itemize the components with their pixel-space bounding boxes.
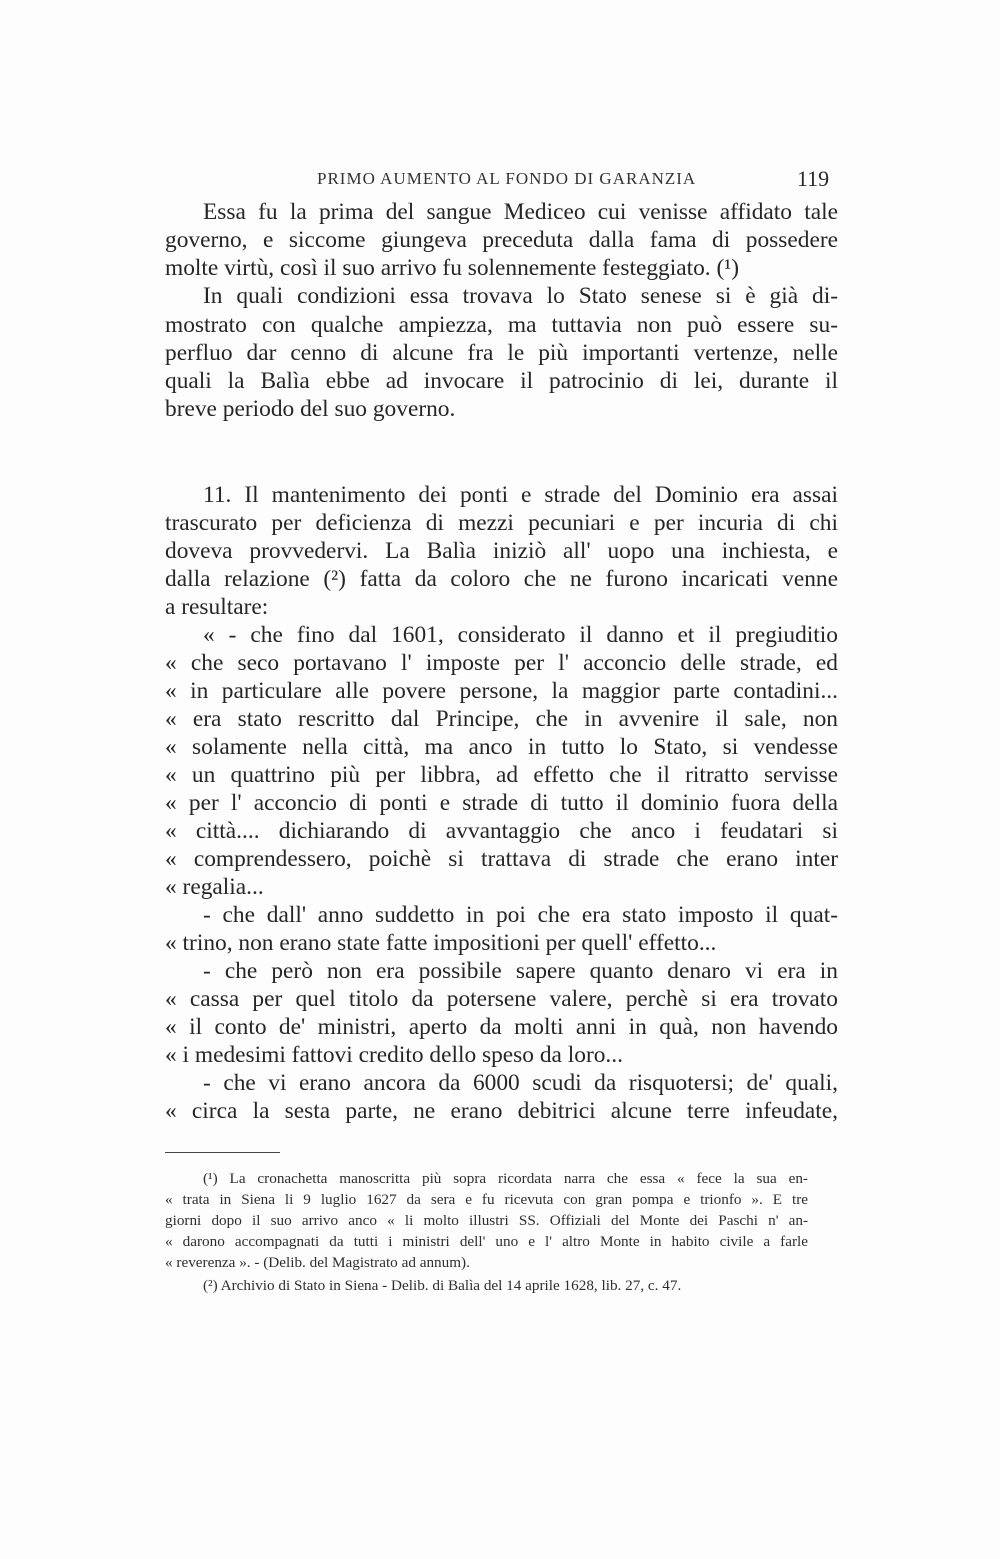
quote-line: « - che fino dal 1601, considerato il danno et il pregiuditio (203, 622, 838, 648)
quote-line: « in particulare alle povere persone, la maggior parte contadini... (165, 678, 838, 704)
quote-line: « che seco portavano l' imposte per l' acconcio delle strade, ed (165, 650, 838, 676)
quote-line: « cassa per quel titolo da potersene valere, perchè si era trovato (165, 986, 838, 1012)
quote-line: « circa la sesta parte, ne erano debitrici alcune terre infeudate, (165, 1098, 838, 1124)
body-line: perfluo dar cenno di alcune fra le più importanti vertenze, nelle (165, 340, 838, 366)
footnote-1-line: (¹) La cronachetta manoscritta più sopra ricordata narra che essa « fece la sua en- (203, 1170, 808, 1187)
body-line: trascurato per deficienza di mezzi pecuniari e per incuria di chi (165, 510, 838, 536)
body-line: breve periodo del suo governo. (165, 396, 456, 422)
quote-line: - che dall' anno suddetto in poi che era stato imposto il quat- (203, 902, 838, 928)
body-line: Essa fu la prima del sangue Mediceo cui venisse affidato tale (203, 199, 838, 225)
footnote-1-line: « reverenza ». - (Delib. del Magistrato ad annum). (165, 1254, 470, 1271)
quote-line: « era stato rescritto dal Principe, che in avvenire il sale, non (165, 706, 838, 732)
body-line: molte virtù, così il suo arrivo fu solennemente festeggiato. (¹) (165, 255, 740, 281)
body-line: In quali condizioni essa trovava lo Stato senese si è già di- (203, 283, 838, 309)
footnote-1-line: « trata in Siena li 9 luglio 1627 da sera e fu ricevuta con gran pompa e trionfo ». E tre (165, 1191, 808, 1208)
body-line: a resultare: (165, 594, 269, 620)
quote-line: « un quattrino più per libbra, ad effetto che il ritratto servisse (165, 762, 838, 788)
quote-line: - che vi erano ancora da 6000 scudi da risquotersi; de' quali, (203, 1070, 838, 1096)
quote-line: « il conto de' ministri, aperto da molti anni in quà, non havendo (165, 1014, 838, 1040)
quote-line: « trino, non erano state fatte impositioni per quell' effetto... (165, 930, 717, 956)
footnote-1-line: giorni dopo il suo arrivo anco « li molto illustri SS. Offiziali del Monte dei Paschi n' an- (165, 1212, 808, 1229)
running-head: PRIMO AUMENTO AL FONDO DI GARANZIA (317, 169, 697, 188)
quote-line: « per l' acconcio di ponti e strade di tutto il dominio fuora della (165, 790, 838, 816)
quote-line: « città.... dichiarando di avvantaggio che anco i feudatari si (165, 818, 838, 844)
body-line: quali la Balìa ebbe ad invocare il patrocinio di lei, durante il (165, 368, 838, 394)
quote-line: « solamente nella città, ma anco in tutto lo Stato, si vendesse (165, 734, 838, 760)
body-line: governo, e siccome giungeva preceduta dalla fama di possedere (165, 227, 838, 253)
footnote-2: (²) Archivio di Stato in Siena - Delib. di Balìa del 14 aprile 1628, lib. 27, c. 47. (203, 1277, 682, 1294)
body-line: doveva provvedervi. La Balìa iniziò all' uopo una inchiesta, e (165, 538, 838, 564)
section-11-first-line: 11. Il mantenimento dei ponti e strade del Dominio era assai (203, 482, 838, 508)
quote-line: - che però non era possibile sapere quanto denaro vi era in (203, 958, 838, 984)
page-number: 119 (797, 166, 830, 191)
body-line: dalla relazione (²) fatta da coloro che ne furono incaricati venne (165, 566, 838, 592)
quote-line: « i medesimi fattovi credito dello speso da loro... (165, 1042, 623, 1068)
footnote-1-line: « darono accompagnati da tutti i ministri dell' uno e l' altro Monte in habito civile a farle (165, 1233, 808, 1250)
footnote-rule (165, 1152, 280, 1153)
quote-line: « regalia... (165, 874, 264, 900)
body-line: mostrato con qualche ampiezza, ma tuttavia non può essere su- (165, 312, 838, 338)
quote-line: « comprendessero, poichè si trattava di strade che erano inter (165, 846, 838, 872)
